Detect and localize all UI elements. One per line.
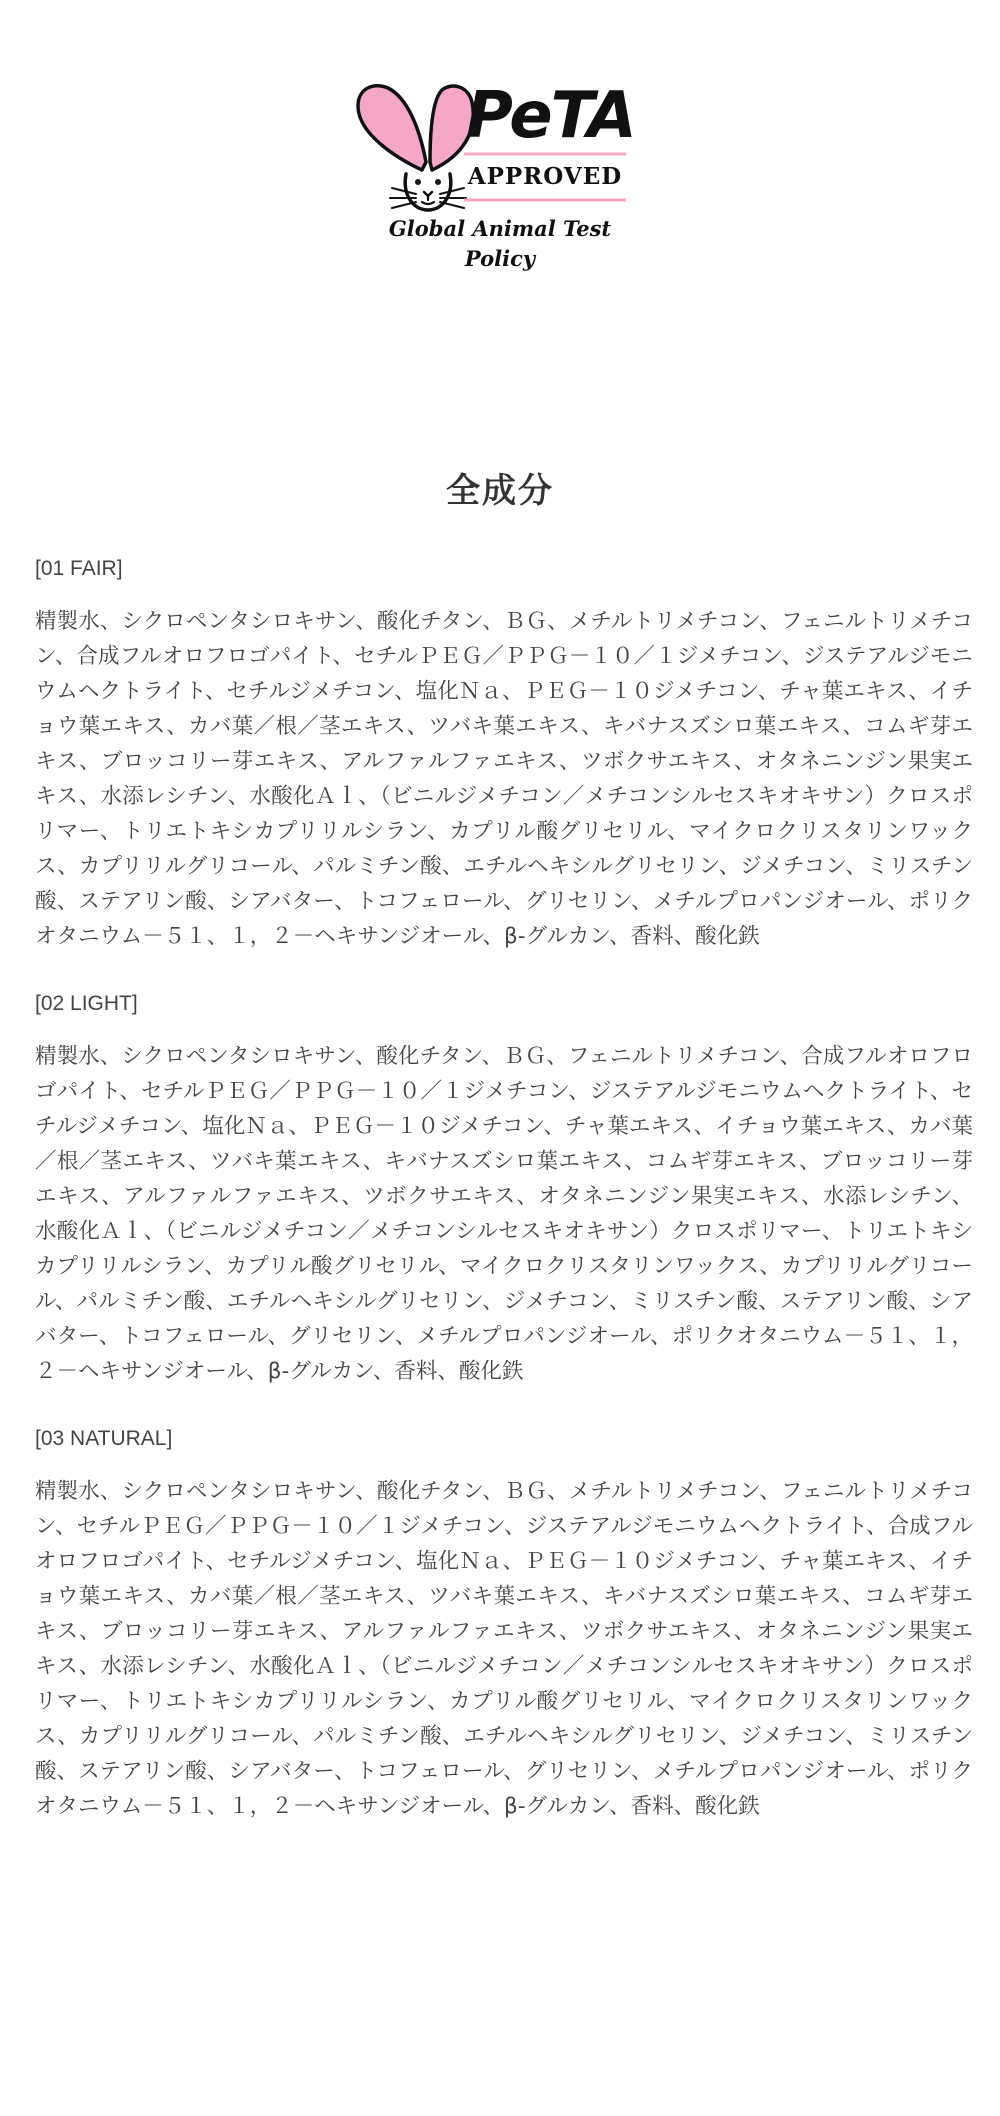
ingredients-list: 精製水、シクロペンタシロキサン、酸化チタン、ＢＧ、メチルトリメチコン、フェニルトリメチコン、セチルＰＥＧ／ＰＰＧ－１０／１ジメチコン、ジステアルジモニウムヘクトライト、合成フルオロフロゴパイト、セチルジメチコン、塩化Ｎａ、ＰＥＧ－１０ジメチコン、チャ葉エキス、イチョウ葉エキス、カバ葉／根／茎エキス、ツバキ葉エキス、キバナスズシロ葉エキス、コムギ芽エキス、ブロッコリー芽エキス、アルファルファエキス、ツボクサエキス、オタネニンジン果実エキス、水添レシチン、水酸化Ａｌ、（ビニルジメチコン／メチコンシルセスキオキサン）クロスポリマー、トリエトキシカプリリルシラン、カプリル酸グリセリル、マイクロクリスタリンワックス、カプリリルグリコール、パルミチン酸、エチルヘキシルグリセリン、ジメチコン、ミリスチン酸、ステアリン酸、シアバター、トコフェロール、グリセリン、メチルプロパンジオール、ポリクオタニウム－５１、１，２－ヘキサンジオール、β-グルカン、香料、酸化鉄 — [35, 1479, 973, 1819]
ingredients-list: 精製水、シクロペンタシロキサン、酸化チタン、ＢＧ、フェニルトリメチコン、合成フルオロフロゴパイト、セチルＰＥＧ／ＰＰＧ－１０／１ジメチコン、ジステアルジモニウムヘクトライト、セチルジメチコン、塩化Ｎａ、ＰＥＧ－１０ジメチコン、チャ葉エキス、イチョウ葉エキス、カバ葉／根／茎エキス、ツバキ葉エキス、キバナスズシロ葉エキス、コムギ芽エキス、ブロッコリー芽エキス、アルファルファエキス、ツボクサエキス、オタネニンジン果実エキス、水添レシチン、水酸化Ａｌ、（ビニルジメチコン／メチコンシルセスキオキサン）クロスポリマー、トリエトキシカプリリルシラン、カプリル酸グリセリル、マイクロクリスタリンワックス、カプリリルグリコール、パルミチン酸、エチルヘキシルグリセリン、ジメチコン、ミリスチン酸、ステアリン酸、シアバター、トコフェロール、グリセリン、メチルプロパンジオール、ポリクオタニウム－５１、１，２－ヘキサンジオール、β-グルカン、香料、酸化鉄 — [35, 1044, 973, 1384]
peta-approved-logo — [0, 78, 1000, 271]
ingredients-section-natural — [35, 1424, 973, 1824]
ingredients-section-light — [35, 989, 973, 1389]
section-label: [03 NATURAL] — [35, 1427, 173, 1450]
section-label: [02 LIGHT] — [35, 992, 138, 1015]
approved-label: APPROVED — [467, 163, 623, 190]
peta-wordmark: PeTA — [466, 79, 635, 153]
ingredients-list: 精製水、シクロペンタシロキサン、酸化チタン、ＢＧ、メチルトリメチコン、フェニルトリメチコン、合成フルオロフロゴパイト、セチルＰＥＧ／ＰＰＧ－１０／１ジメチコン、ジステアルジモニウムヘクトライト、セチルジメチコン、塩化Ｎａ、ＰＥＧ－１０ジメチコン、チャ葉エキス、イチョウ葉エキス、カバ葉／根／茎エキス、ツバキ葉エキス、キバナスズシロ葉エキス、コムギ芽エキス、ブロッコリー芽エキス、アルファルファエキス、ツボクサエキス、オタネニンジン果実エキス、水添レシチン、水酸化Ａｌ、（ビニルジメチコン／メチコンシルセスキオキサン）クロスポリマー、トリエトキシカプリリルシラン、カプリル酸グリセリル、マイクロクリスタリンワックス、カプリリルグリコール、パルミチン酸、エチルヘキシルグリセリン、ジメチコン、ミリスチン酸、ステアリン酸、シアバター、トコフェロール、グリセリン、メチルプロパンジオール、ポリクオタニウム－５１、１，２－ヘキサンジオール、β-グルカン、香料、酸化鉄 — [35, 609, 973, 949]
ingredients-section-fair — [35, 554, 973, 954]
logo-tagline: Global Animal Test Policy — [388, 216, 612, 271]
page-title: 全成分 — [446, 471, 554, 511]
section-label: [01 FAIR] — [35, 557, 123, 580]
